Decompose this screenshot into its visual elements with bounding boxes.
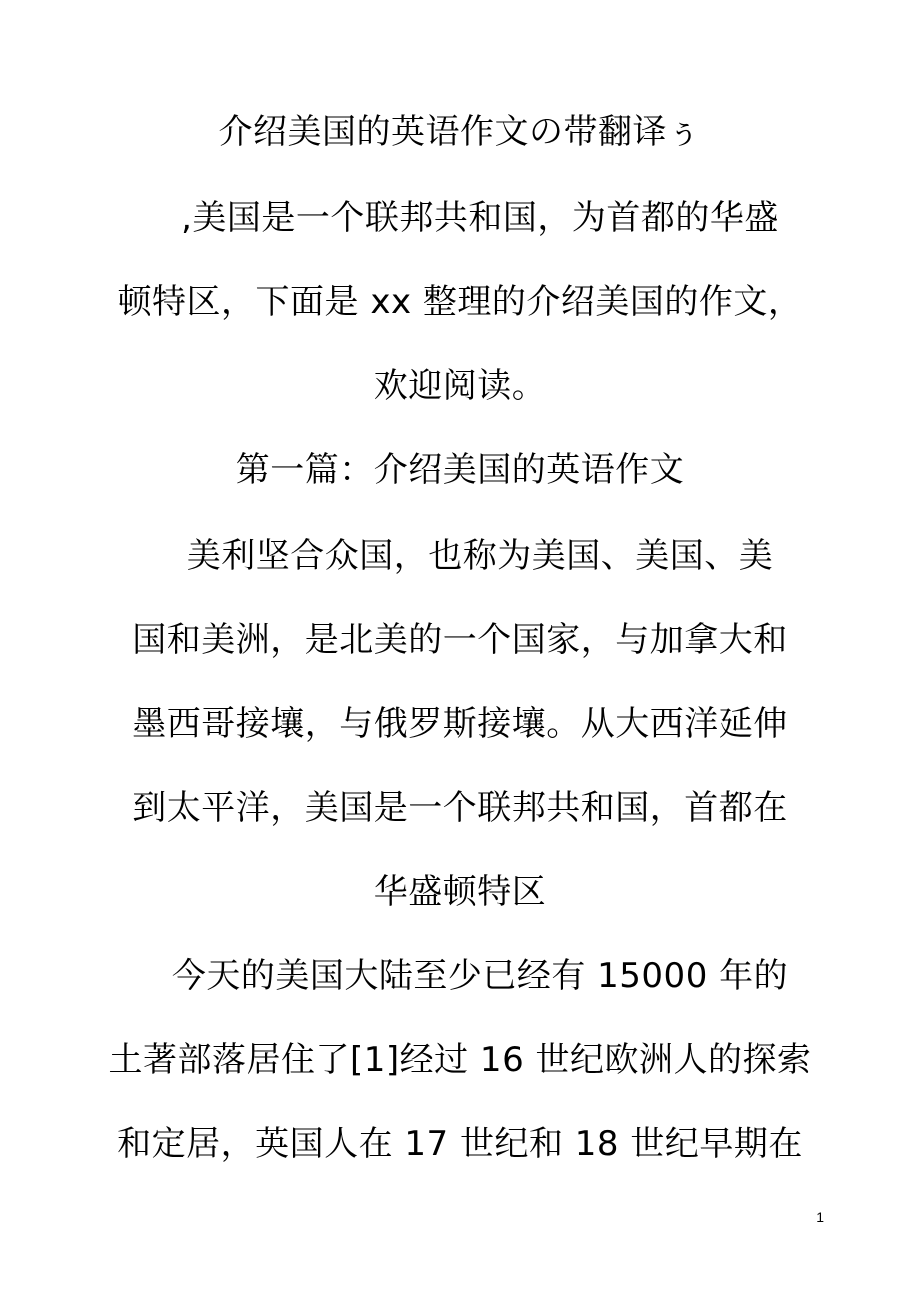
page-number: 1 (816, 1209, 824, 1225)
paragraph-line: 国和美洲，是北美的一个国家，与加拿大和 (132, 620, 788, 660)
paragraph-line: 和定居，英国人在 17 世纪和 18 世纪早期在 (117, 1124, 803, 1164)
document-title: 介绍美国的英语作文の带翻译ぅ (218, 112, 702, 152)
paragraph-line: 顿特区，下面是 xx 整理的介绍美国的作文， (117, 282, 803, 322)
section-heading: 第一篇：介绍美国的英语作文 (235, 450, 685, 490)
paragraph-line: 欢迎阅读。 (373, 366, 547, 406)
paragraph-line: 土著部落居住了[1]经过 16 世纪欧洲人的探索 (108, 1040, 812, 1080)
paragraph-line: 墨西哥接壤，与俄罗斯接壤。从大西洋延伸 (132, 704, 788, 744)
paragraph-line: ,美国是一个联邦共和国，为首都的华盛 (181, 198, 779, 238)
paragraph-line: 华盛顿特区 (373, 872, 547, 912)
paragraph-line: 美利坚合众国，也称为美国、美国、美 (186, 536, 774, 576)
paragraph-line: 今天的美国大陆至少已经有 15000 年的 (171, 956, 789, 996)
paragraph-line: 到太平洋，美国是一个联邦共和国，首都在 (132, 788, 788, 828)
